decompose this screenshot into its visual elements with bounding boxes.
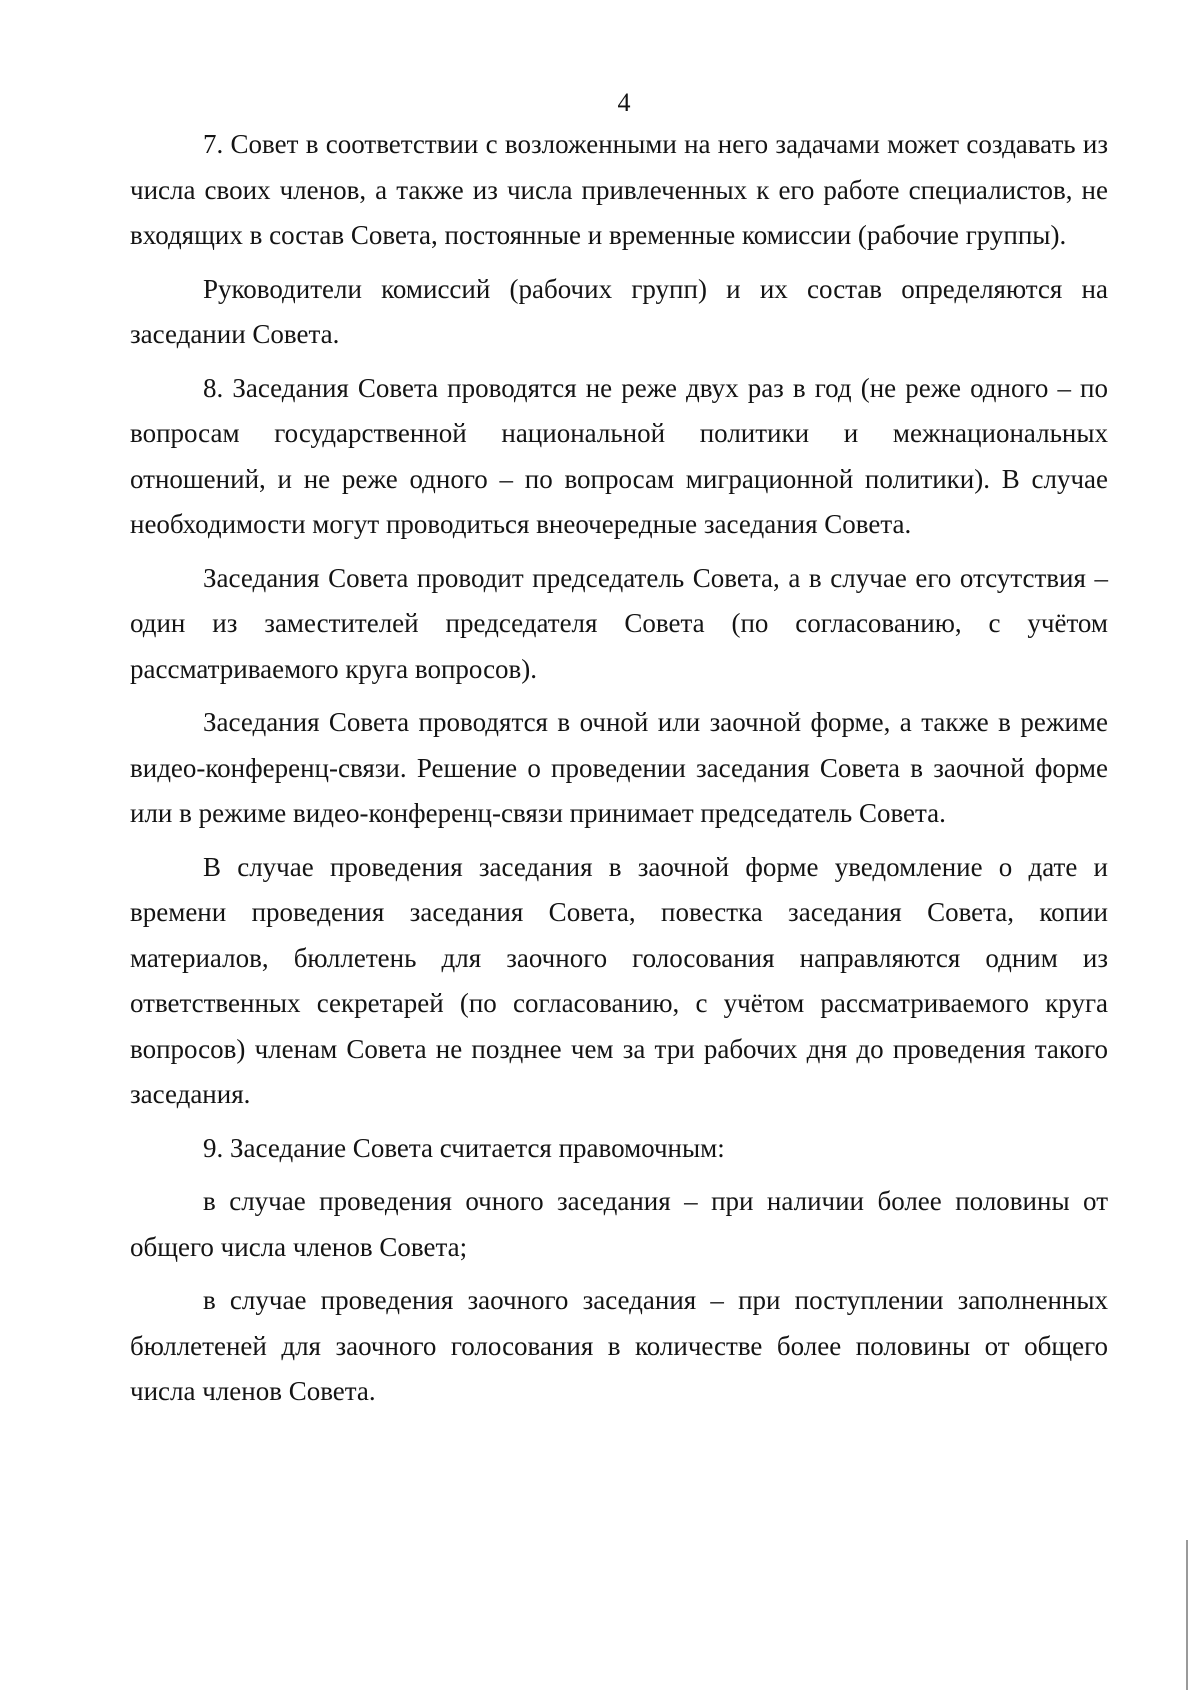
paragraph-quorum-in-person: в случае проведения очного заседания – при наличии более половины от общего числа членов Совета; [130, 1186, 1108, 1262]
scan-edge-line [1186, 1540, 1188, 1690]
paragraph-9-quorum: 9. Заседание Совета считается правомочным: [203, 1132, 725, 1163]
page-number: 4 [617, 88, 631, 117]
paragraph-meeting-chair: Заседания Совета проводит председатель Совета, а в случае его отсутствия – один из заместителей председателя Совета (по согласованию, с учётом рассматриваемого круга вопросов). [130, 562, 1108, 684]
paragraph-7-commissions: 7. Совет в соответствии с возложенными на него задачами может создавать из числа своих членов, а также из числа привлеченных к его работе специалистов, не входящих в состав Совета, постоянные и временные комиссии (рабочие группы). [130, 129, 1108, 250]
paragraph-absentee-meeting-notice: В случае проведения заседания в заочной форме уведомление о дате и времени проведения заседания Совета, повестка заседания Совета, копии материалов, бюллетень для заочного голосования направляются одним из ответственных секретарей (по согласованию, с учётом рассматриваемого круга вопросов) членам Совета не позднее чем за три рабочих дня до проведения такого заседания. [130, 851, 1108, 1109]
paragraph-8-meeting-frequency: 8. Заседания Совета проводятся не реже двух раз в год (не реже одного – по вопросам государственной национальной политики и межнациональных отношений, и не реже одного – по вопросам миграционной политики). В случае необходимости могут проводиться внеочередные заседания Совета. [130, 372, 1108, 539]
paragraph-commission-leaders: Руководители комиссий (рабочих групп) и их состав определяются на заседании Совета. [130, 273, 1108, 349]
paragraph-meeting-format: Заседания Совета проводятся в очной или заочной форме, а также в режиме видео-конференц-связи. Решение о проведении заседания Совета в заочной форме или в режиме видео-конференц-связи принимает председатель Совета. [130, 707, 1108, 828]
paragraph-quorum-absentee: в случае проведения заочного заседания – при поступлении заполненных бюллетеней для заочного голосования в количестве более половины от общего числа членов Совета. [130, 1285, 1108, 1406]
document-body [130, 122, 1108, 1423]
